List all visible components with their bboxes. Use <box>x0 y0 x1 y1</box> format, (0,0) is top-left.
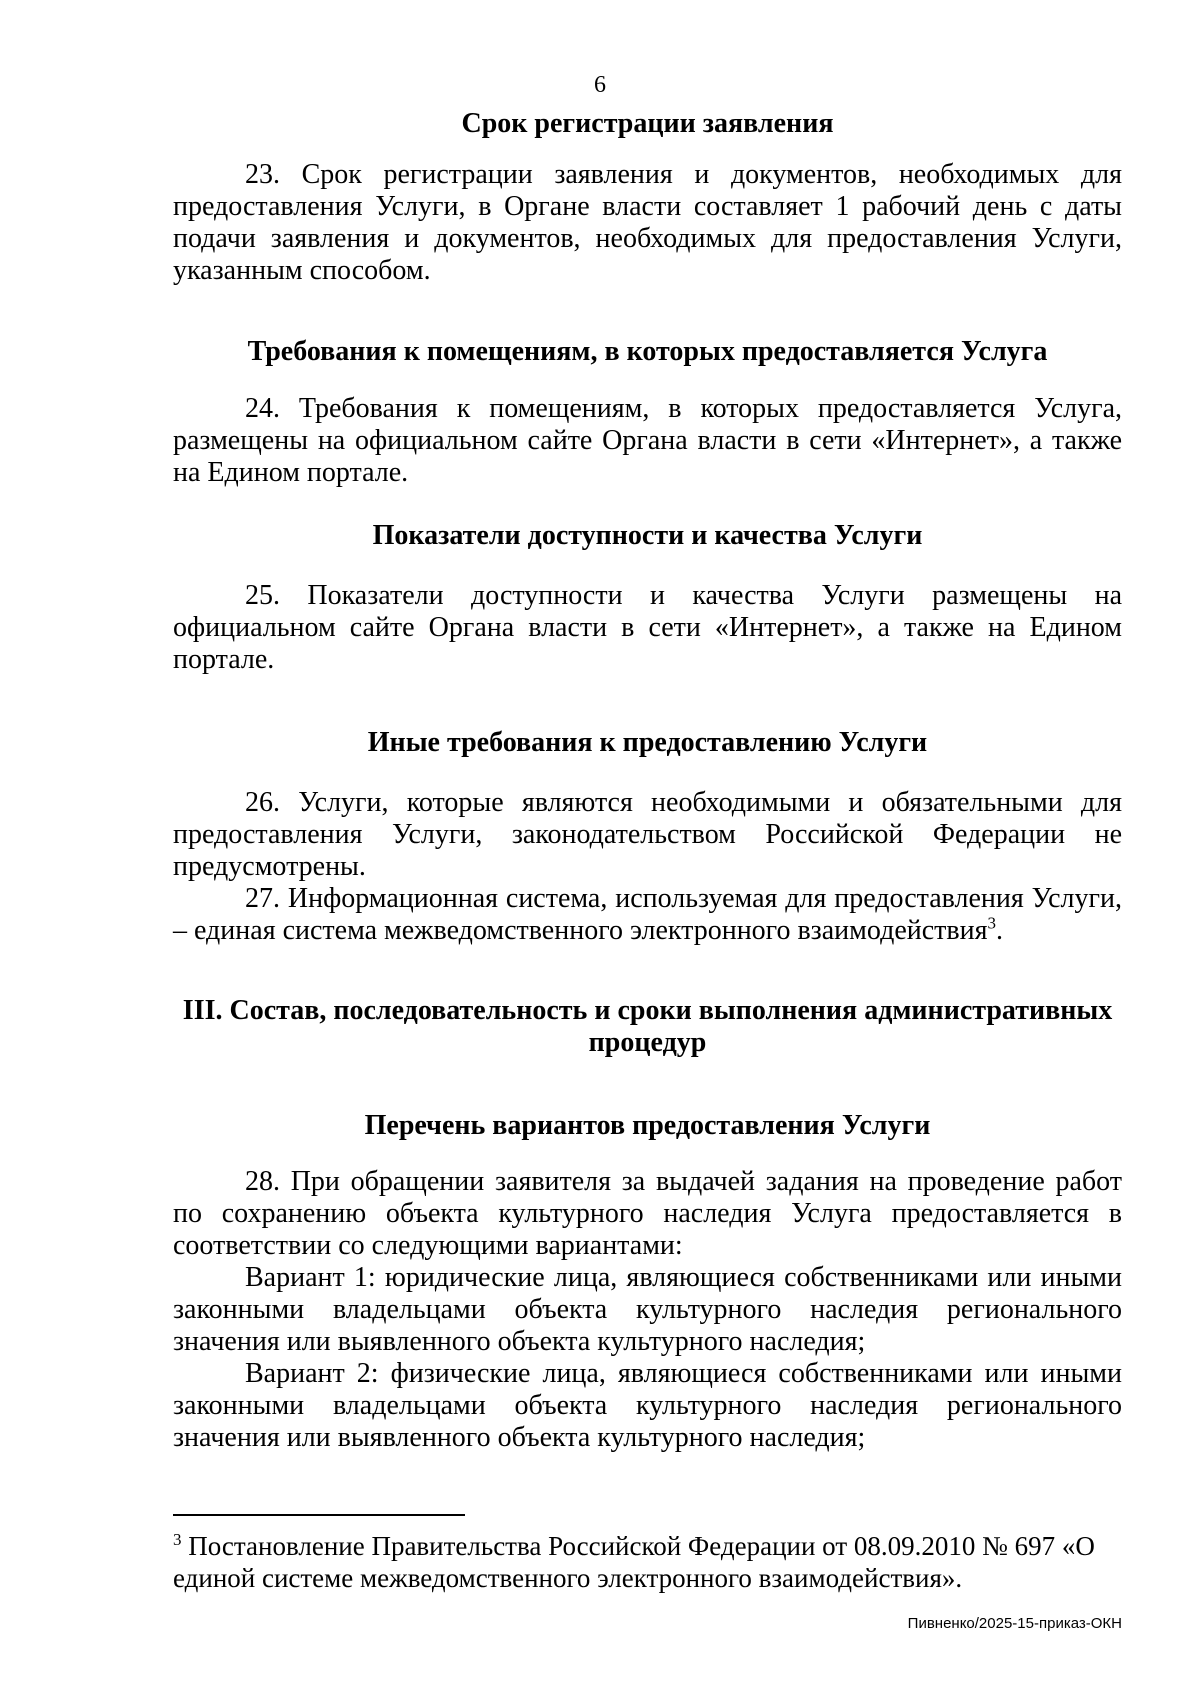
paragraph-24 <box>173 393 1122 489</box>
footnote-number: 3 <box>173 1530 182 1549</box>
heading-section-iii-line1: III. Состав, последовательность и сроки выполнения административных <box>182 995 1113 1026</box>
heading-registration-term: Срок регистрации заявления <box>461 108 834 139</box>
heading-section-iii-line2: процедур <box>588 1027 707 1058</box>
document-footer-code: Пивненко/2025-15-приказ-ОКН <box>907 1615 1122 1632</box>
heading-availability-quality: Показатели доступности и качества Услуги <box>372 520 923 551</box>
variant-2-text: Вариант 2: физические лица, являющиеся собственниками или иными законными владельцами объекта культурного наследия регионального значения или выявленного объекта культурного наследия; <box>173 1358 1122 1453</box>
footnote-separator <box>173 1514 465 1516</box>
paragraph-23 <box>173 159 1122 287</box>
paragraph-23-text: 23. Срок регистрации заявления и документов, необходимых для предоставления Услуги, в Органе власти составляет 1 рабочий день с даты подачи заявления и документов, необходимых для предоставления Услуги, указанным способом. <box>173 159 1122 286</box>
footnote-ref-3: 3 <box>987 913 996 933</box>
paragraph-27 <box>173 883 1122 947</box>
paragraph-25 <box>173 580 1122 676</box>
paragraph-28-block <box>173 1166 1122 1454</box>
footnote-text: Постановление Правительства Российской Федерации от 08.09.2010 № 697 «О единой системе межведомственного электронного взаимодействия». <box>173 1531 1095 1593</box>
paragraph-27-text: 27. Информационная система, используемая для предоставления Услуги, – единая система межведомственного электронного взаимодействия <box>173 883 1122 946</box>
paragraph-27-end: . <box>995 915 1003 946</box>
page-number: 6 <box>594 72 606 98</box>
paragraph-26-text: 26. Услуги, которые являются необходимыми и обязательными для предоставления Услуги, законодательством Российской Федерации не предусмотрены. <box>173 787 1122 882</box>
paragraph-24-text: 24. Требования к помещениям, в которых предоставляется Услуга, размещены на официальном сайте Органа власти в сети «Интернет», а также на Едином портале. <box>173 393 1122 488</box>
paragraph-28-text: 28. При обращении заявителя за выдачей задания на проведение работ по сохранению объекта культурного наследия Услуга предоставляется в соответствии со следующими вариантами: <box>173 1166 1122 1261</box>
heading-section-iii <box>173 995 1122 1059</box>
variant-1-text: Вариант 1: юридические лица, являющиеся собственниками или иными законными владельцами объекта культурного наследия регионального значения или выявленного объекта культурного наследия; <box>173 1262 1122 1357</box>
footnote-3 <box>173 1530 1122 1594</box>
paragraph-25-text: 25. Показатели доступности и качества Услуги размещены на официальном сайте Органа власти в сети «Интернет», а также на Едином портале. <box>173 580 1122 675</box>
heading-variants-list: Перечень вариантов предоставления Услуги <box>364 1110 931 1141</box>
heading-premises-requirements: Требования к помещениям, в которых предоставляется Услуга <box>247 336 1048 367</box>
paragraphs-26-27 <box>173 787 1122 947</box>
heading-other-requirements: Иные требования к предоставлению Услуги <box>367 727 928 758</box>
